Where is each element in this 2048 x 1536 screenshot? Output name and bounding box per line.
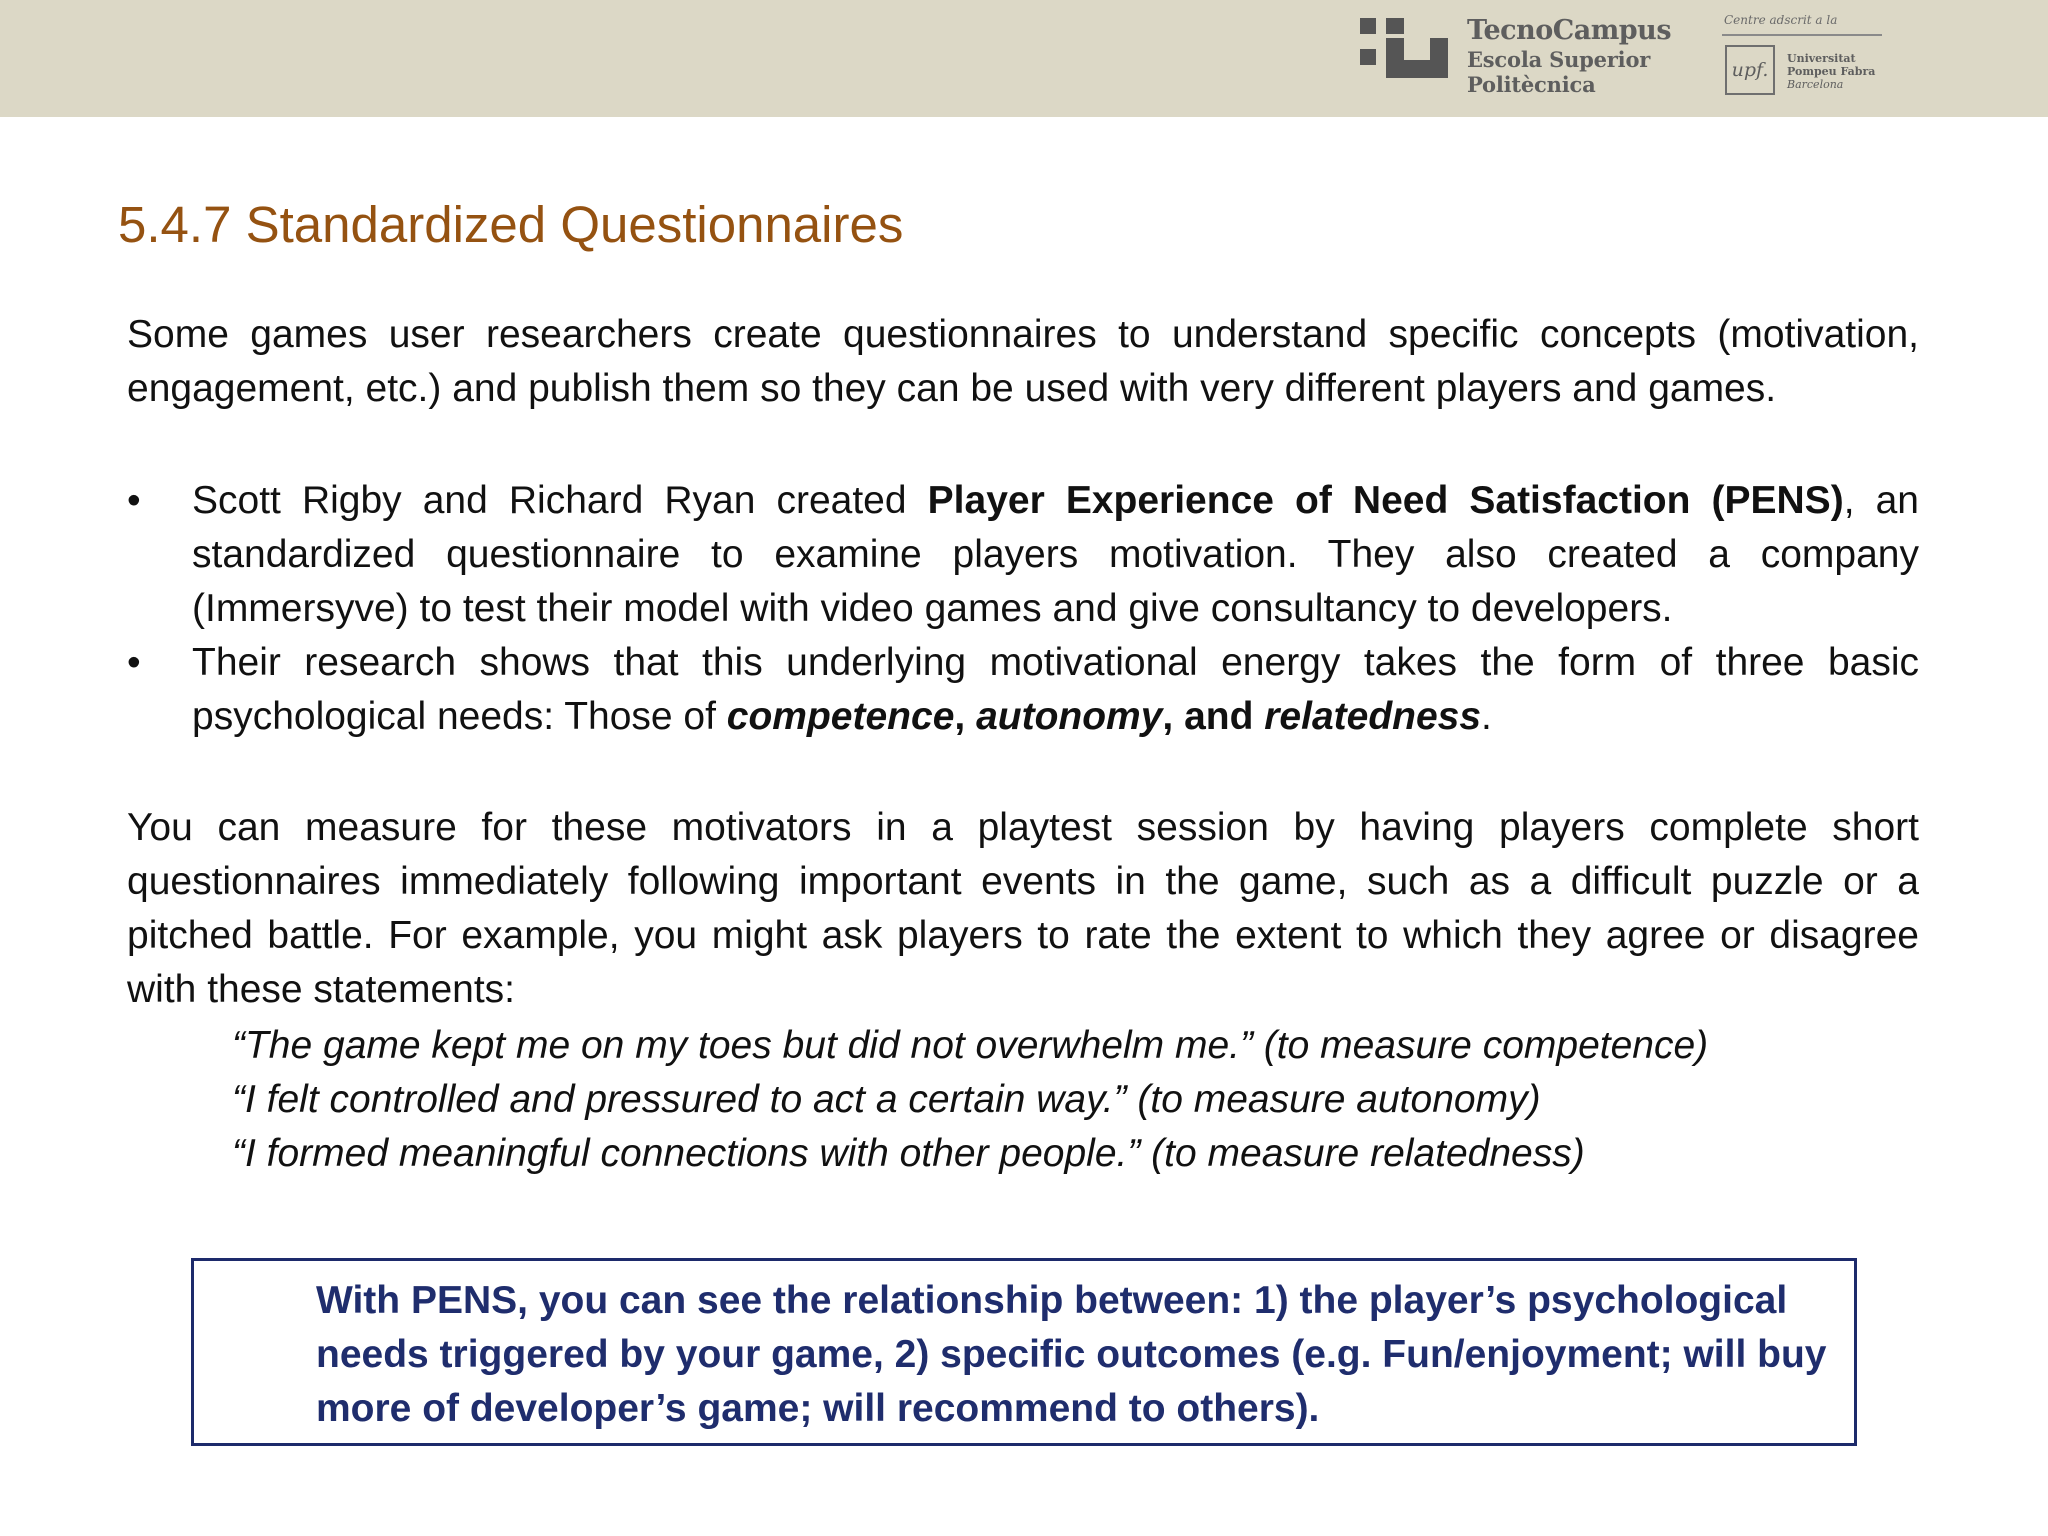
upf-name-line-3: Barcelona <box>1787 78 1844 91</box>
bullet-marker: • <box>127 479 141 522</box>
tecnocampus-wordmark <box>1467 16 1671 99</box>
quote-relatedness: “I formed meaningful connections with other people.” (to measure relatedness) <box>232 1132 1585 1175</box>
bullet-item-needs <box>127 636 1919 744</box>
need-autonomy: autonomy <box>976 695 1163 738</box>
bullet-marker: • <box>127 641 141 684</box>
bullet-2-post: . <box>1481 695 1492 738</box>
need-separator-1: , <box>954 695 977 738</box>
bullet-1-pre: Scott Rigby and Richard Ryan created <box>192 479 928 522</box>
bullet-1-post: , an standardized questionnaire to examine players motivation. They also created a company (Immersyve) to test their model with video games and give consultancy to developers. <box>192 479 1919 630</box>
pens-callout-text: With PENS, you can see the relationship between: 1) the player’s psychological needs triggered by your game, 2) specific outcomes (e.g. Fun/enjoyment; will buy more of developer’s game; will recommend to others). <box>316 1279 1827 1430</box>
upf-name-line-2: Pompeu Fabra <box>1787 65 1876 78</box>
intro-paragraph: Some games user researchers create questionnaires to understand specific concepts (motivation, engagement, etc.) and publish them so they can be used with very different players and games. <box>127 313 1919 410</box>
upf-caption: Centre adscrit a la <box>1724 13 1838 27</box>
upf-logo-mark: upf. <box>1725 45 1775 95</box>
tecnocampus-logo-icon <box>1360 18 1448 78</box>
need-relatedness: relatedness <box>1264 695 1482 738</box>
tecnocampus-subtitle-2: Politècnica <box>1467 72 1596 97</box>
tecnocampus-subtitle-1: Escola Superior <box>1467 47 1651 72</box>
upf-wordmark <box>1787 52 1875 91</box>
pens-callout-box <box>191 1258 1857 1446</box>
bullet-1-bold: Player Experience of Need Satisfaction (PENS) <box>927 479 1844 522</box>
need-competence: competence <box>726 695 955 738</box>
tecnocampus-name: TecnoCampus <box>1467 15 1672 46</box>
quote-autonomy: “I felt controlled and pressured to act a certain way.” (to measure autonomy) <box>232 1078 1541 1121</box>
upf-divider <box>1722 34 1882 36</box>
upf-name-line-1: Universitat <box>1787 52 1856 65</box>
bullet-item-pens <box>127 474 1919 636</box>
quote-list <box>232 1019 1708 1181</box>
measure-paragraph: You can measure for these motivators in a playtest session by having players complete short questionnaires immediately following important events in the game, such as a difficult puzzle or a pitched battle. For example, you might ask players to rate the extent to which they agree or disagree with these statements: <box>127 806 1919 1011</box>
page-title: 5.4.7 Standardized Questionnaires <box>118 196 904 253</box>
bullet-2-pre: Their research shows that this underlying motivational energy takes the form of three basic psychological needs: Those of <box>192 641 1919 738</box>
bullet-list <box>127 474 1919 744</box>
need-separator-2: , and <box>1162 695 1265 738</box>
quote-competence: “The game kept me on my toes but did not overwhelm me.” (to measure competence) <box>232 1024 1709 1067</box>
